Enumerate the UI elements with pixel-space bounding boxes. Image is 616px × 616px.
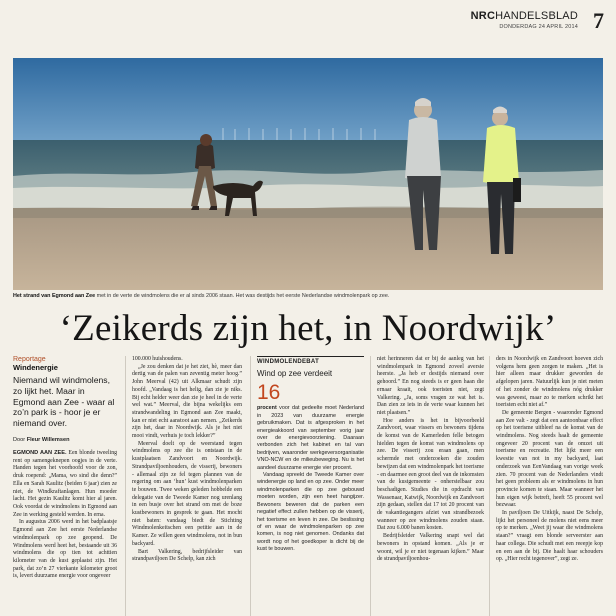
brand-bold: NRC bbox=[470, 10, 496, 22]
sidebar-big-number: 16 bbox=[257, 381, 281, 405]
article-headline: ‘Zeikerds zijn het, in Noordwijk’ bbox=[59, 308, 557, 349]
column-rule bbox=[489, 356, 490, 616]
article-kicker: Reportage bbox=[13, 356, 46, 363]
article-section: Windenergie bbox=[13, 362, 58, 372]
paragraph bbox=[13, 450, 117, 519]
byline-prefix: Door bbox=[13, 437, 27, 444]
paragraph: ders in Noordwijk en Zandvoort hoeven zich volgens hem geen zorgen te maken. „Het is hier alleen maar drukker geworden de afgelopen jaren. Natuurlijk kun je niet meten of het zonder de windmolens nóg drukker was geweest, maar zo te merken schrikt het toeristen echt niet af.” bbox=[496, 356, 603, 409]
masthead bbox=[0, 8, 616, 36]
dateline: DONDERDAG 24 APRIL 2014 bbox=[499, 24, 578, 30]
paragraph: 100.000 huishoudens. bbox=[132, 356, 183, 362]
paragraph: Hoe anders is het in bijvoorbeeld Zandvoort, waar vissers en bewoners tijdens de komst van de Kamerleden felle betogen hielden tegen de komst van windmolens op zee. De visserij zou eraan gaan, men schermde met onderzoeken die zouden bewijzen dat een windmolenpark het toerisme - en daarmee een groot deel van de inkomsten van de kustgemeente - onherstelbaar zou beschadigen. Studies die in opdracht van Wassenaar, Katwijk, Noordwijk en Zandvoort zijn gedaan, stellen dat 17 tot 20 procent van de vakantiegangers afziet van strandbezoek wanneer op zee windmolens zouden staan. Dat zou 6.000 banen kosten. bbox=[377, 417, 484, 532]
paragraph: niet herinneren dat er bij de aanleg van het windmolenpark in Egmond zoveel aversie heerste. „Ja heb er destijds niemand over gehoord.” En nog steeds is er geen haan die ernaar kraait, ook toeristen niet, zegt Valkering. „Ja, soms vragen ze wat het is. Dan zien ze iets in de verte waar kunnen het niet plaatsen.” bbox=[377, 356, 484, 416]
byline bbox=[13, 437, 117, 445]
paragraph bbox=[257, 472, 364, 553]
column-rule bbox=[125, 356, 126, 616]
beach-photo bbox=[13, 58, 603, 290]
newspaper-brand bbox=[471, 10, 578, 22]
photo-caption bbox=[13, 293, 603, 299]
article-column-2 bbox=[132, 356, 242, 564]
article-intro: Niemand wil windmolens, zo lijkt het. Maar in Egmond aan Zee - waar al zo’n park is - hoor je er niemand over. bbox=[13, 375, 115, 428]
paragraph: Bart Valkering, bedrijfsleider van strandpaviljoen De Schelp, kan zich bbox=[132, 548, 242, 563]
paragraph: „Je zou denken dat je het ziet, hè, meer dan dertig van de palen van zeventig meter hoog.” John Meerval (42) uit Alkmaar schudt zijn hoofd. „Vandaag is het helig, dan zie je niks. Bij echt helder weer dan zie je heel in de verte wel wat.” Meerval, die bijna wekelijks een strandwandeling in Egmond aan Zee maakt, kan er niet echt aanstoot aan nemen. „Zeikerds zijn het, daar in Noordwijk. Als je het niet mooi vindt, verhuis je toch lekker?” bbox=[132, 363, 242, 440]
paragraph bbox=[13, 519, 117, 581]
article-column-4 bbox=[377, 356, 484, 564]
paragraph: Meerval doelt op de weerstand tegen windmolens op zee die is ontstaan in de kustplaatsen Zandvoort en Noordwijk. Strandpaviljoenhouders, de visserij, bewoners - allemaal zijn ze fel tegen plannen van de regering om aan ‘hun’ kust windmolenparken te bouwen. Twee weken geleden hobbelde een delegatie van de Tweede Kamer nog urenlang in een busje over het strand om met de boze kustbewoners in gesprek te gaan. Het mocht niet baten: vandaag biedt de Stichting Windmolenkeitschen een petitie aan in de Kamer. Ze willen geen windmolens, not in bun backyard. bbox=[132, 440, 242, 547]
column-rule bbox=[370, 356, 371, 616]
brand-rest: HANDELSBLAD bbox=[495, 10, 578, 22]
byline-name: Fleur Willemsen bbox=[26, 437, 70, 444]
paragraph-text: Vandaag spreekt de Tweede Kamer over windenergie op land en op zee. Onder meer windmolenparken die op zee gebouwd moeten worden, zijn een heet hangijzer. Bewoners beweren dat de parken een negatief effect zullen hebben op de visserij, het toerisme en leven in zee. De beslissing of en waar de windmolenparken op zee komen, is nog niet genomen. Ondanks dat wordt nog of het goedkoper is dicht bij de kust te bouwen. bbox=[257, 472, 364, 553]
sidebar-label: procent bbox=[257, 405, 277, 412]
paragraph: De gemeente Bergen - waaronder Egmond aan Zee valt - zegt dat een aantoonbaar effect op het toerisme uitbleef na de komst van de windmolens. Nog steeds haalt de gemeente ongeveer 20 procent van de omzet uit toerisme en recreatie. Het lijkt meer een kwestie van not in my backyard, laat onderzoek van EenVandaag van vorige week zien. 70 procent van de Nederlanders vindt het geen probleem als er windmolens in hun provincie komen te staan. Maar wanneer het hun eigen wijk betreft, heeft 55 procent wel bezwaar. bbox=[496, 409, 603, 509]
article-column-1 bbox=[13, 356, 117, 581]
paragraph-text: In augustus 2006 werd in het badplaatsje Egmond aan Zee het eerste Nederlandse windmolenpark op zee geopend. De Windmolens werd heet het, bestaande uit 36 windmolens die op tien tot achttien kilometer van de kust geplaatst zijn. Het park, dat zo’n 27 vierkante kilometer groot is, levert duurzame energie voor ongeveer bbox=[13, 519, 117, 580]
sidebar-box bbox=[257, 356, 364, 554]
paragraph-text: Een blonde tweeling rent op samengeknepen oogjes in de verte. Handen tegen het voorhoofd voor de zon, druk roepend: „Mama, wo sind die denn?” Ella en Sarah Kaulitz (beiden 6 jaar) zien ze niet, de Windkraftanlagen. Hun moeder lacht. Het gezin Kaulitz komt hier al jaren. Ook voordat de windmolens in Egmond aan Zee in werking gesteld werden. In erna. bbox=[13, 450, 117, 518]
dateline-cap: EGMOND AAN ZEE. bbox=[13, 450, 67, 457]
paragraph-text: voor dat gedeelte moet Nederland in 2023 van duurzame energie gebruikmaken. Dat is afgesproken in het energieakkoord van september vorig jaar over de energievoorziening. Daaraan verbonden zich het kabinet en tal van bedrijven, waaronder werkgeversorganisatie VNO-NCW en de milieubeweging. Nu is het aandeel duurzame energie vier procent. bbox=[257, 405, 364, 471]
sidebar-header bbox=[257, 356, 364, 367]
caption-rest: met in de verte de windmolens die er al sinds 2006 staan. Het was destijds het eerste Nederlandse windmolenpark op zee. bbox=[95, 293, 390, 299]
sidebar-kicker: WINDMOLENDEBAT bbox=[257, 359, 320, 365]
paragraph: Bedrijfsleider Valkering snapt wel dat bewoners in opstand komen. „Als je er woont, wil je er niet tegenaan kijken.” Maar de strandpaviljoenhou- bbox=[377, 533, 484, 563]
sidebar-title: Wind op zee verdeeit bbox=[257, 368, 333, 378]
caption-bold: Het strand van Egmond aan Zee bbox=[13, 293, 96, 299]
column-rule bbox=[250, 356, 251, 616]
sidebar-body bbox=[257, 405, 364, 553]
article-column-5 bbox=[496, 356, 603, 564]
page-number: 7 bbox=[593, 8, 604, 33]
paragraph: In paviljoen De Uitkijk, naast De Schelp, lijkt het personeel de molens niet eens meer op te merken. „Weet jij waar die windmolens staan?” vraagt een blonde serveerster aan haar collega. Die schudt met een reeepje kop en een aan de bij. Die haalt haar schouders op. „Hier recht tegenover”, zegt ze. bbox=[496, 510, 603, 563]
paragraph bbox=[257, 405, 364, 472]
